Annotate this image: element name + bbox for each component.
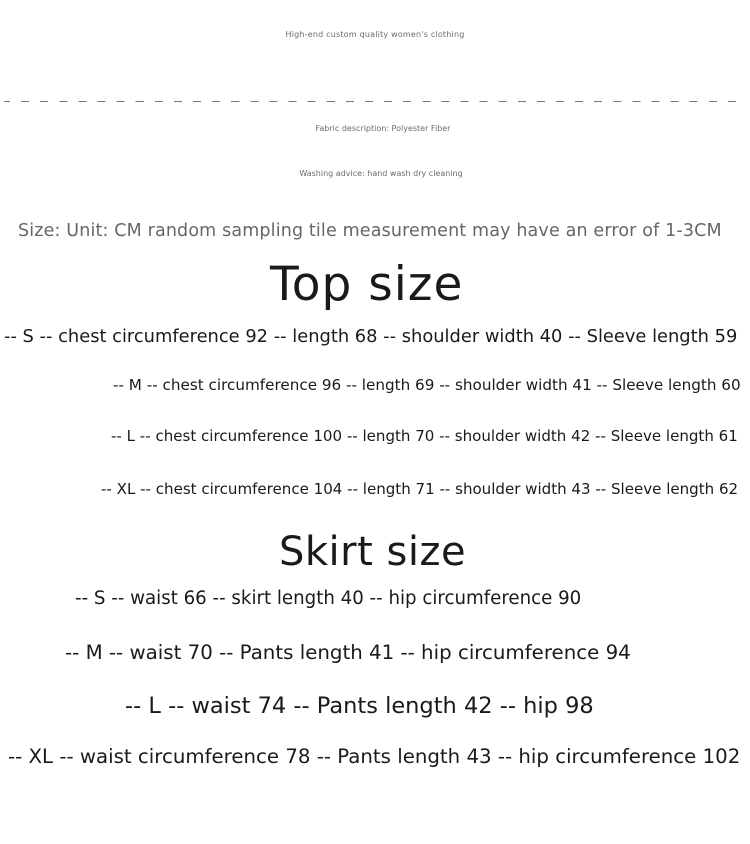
top-size-row-s: -- S -- chest circumference 92 -- length 68 -- shoulder width 40 -- Sleeve length 59 bbox=[4, 326, 738, 347]
top-size-heading: Top size bbox=[270, 257, 464, 312]
top-size-row-l: -- L -- chest circumference 100 -- length 70 -- shoulder width 42 -- Sleeve length 61 bbox=[111, 427, 738, 445]
washing-advice: Washing advice: hand wash dry cleaning bbox=[299, 169, 463, 178]
size-unit-note: Size: Unit: CM random sampling tile measurement may have an error of 1-3CM bbox=[18, 221, 722, 241]
skirt-size-row-s: -- S -- waist 66 -- skirt length 40 -- hip circumference 90 bbox=[75, 588, 582, 609]
skirt-size-row-l: -- L -- waist 74 -- Pants length 42 -- hip 98 bbox=[125, 693, 594, 719]
skirt-size-row-xl: -- XL -- waist circumference 78 -- Pants length 43 -- hip circumference 102 bbox=[8, 745, 741, 768]
dashed-divider bbox=[4, 101, 746, 102]
fabric-description: Fabric description: Polyester Fiber bbox=[315, 124, 451, 133]
top-size-row-m: -- M -- chest circumference 96 -- length 69 -- shoulder width 41 -- Sleeve length 60 bbox=[113, 376, 741, 394]
top-size-row-xl: -- XL -- chest circumference 104 -- length 71 -- shoulder width 43 -- Sleeve length 62 bbox=[101, 480, 739, 498]
skirt-size-heading: Skirt size bbox=[279, 529, 467, 575]
page-title: High-end custom quality women's clothing bbox=[285, 30, 465, 39]
skirt-size-row-m: -- M -- waist 70 -- Pants length 41 -- hip circumference 94 bbox=[65, 641, 631, 664]
